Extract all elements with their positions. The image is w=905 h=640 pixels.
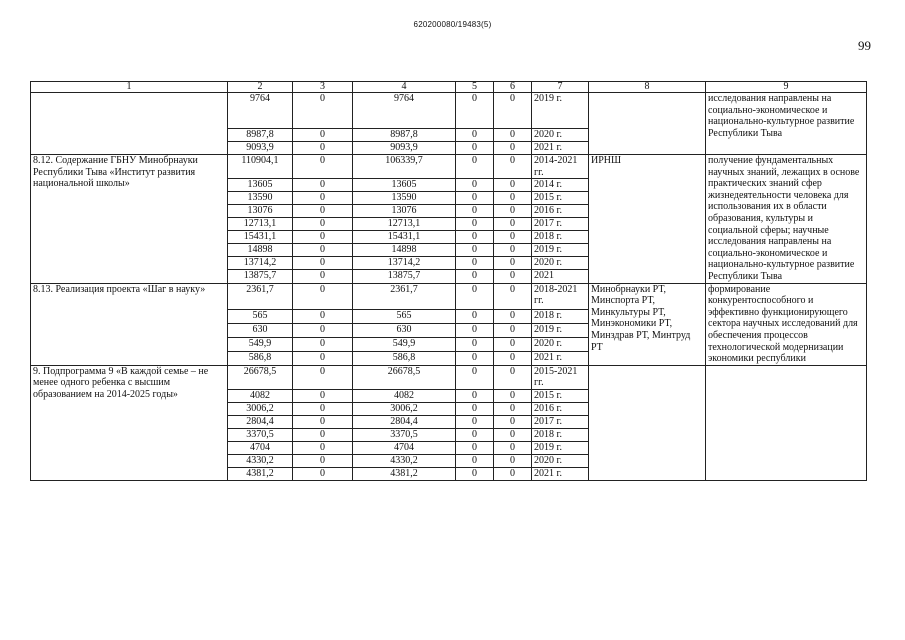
amount-total: 3006,2 <box>228 402 293 415</box>
amount-regional: 13714,2 <box>353 257 456 270</box>
expected-result <box>706 365 867 480</box>
amount-total: 630 <box>228 323 293 337</box>
amount-extra: 0 <box>494 365 532 389</box>
amount-federal: 0 <box>293 389 353 402</box>
table-row <box>31 283 867 309</box>
amount-total: 3370,5 <box>228 428 293 441</box>
amount-local: 0 <box>456 467 494 480</box>
period: 2019 г. <box>532 441 589 454</box>
amount-regional: 13605 <box>353 179 456 192</box>
item-title: 9. Подпрограмма 9 «В каждой семье – не менее одного ребенка с высшим образованием на 2014-2025 годы» <box>31 365 228 480</box>
table-row <box>31 365 867 389</box>
amount-extra: 0 <box>494 454 532 467</box>
amount-regional: 26678,5 <box>353 365 456 389</box>
amount-federal: 0 <box>293 428 353 441</box>
amount-extra: 0 <box>494 218 532 231</box>
amount-regional: 13590 <box>353 192 456 205</box>
column-number: 3 <box>293 82 353 93</box>
table-row <box>31 155 867 179</box>
amount-total: 8987,8 <box>228 129 293 142</box>
amount-regional: 8987,8 <box>353 129 456 142</box>
amount-regional: 4082 <box>353 389 456 402</box>
amount-federal: 0 <box>293 129 353 142</box>
amount-regional: 549,9 <box>353 337 456 351</box>
amount-local: 0 <box>456 365 494 389</box>
expected-result: формирование конкурентоспособного и эффективно функционирующего сектора научных исследований для обеспечения процессов технологической модернизации экономики республики <box>706 283 867 365</box>
amount-federal: 0 <box>293 283 353 309</box>
amount-local: 0 <box>456 179 494 192</box>
period: 2020 г. <box>532 257 589 270</box>
period: 2017 г. <box>532 218 589 231</box>
amount-total: 15431,1 <box>228 231 293 244</box>
amount-regional: 3370,5 <box>353 428 456 441</box>
amount-extra: 0 <box>494 428 532 441</box>
amount-local: 0 <box>456 415 494 428</box>
period: 2021 г. <box>532 467 589 480</box>
amount-local: 0 <box>456 337 494 351</box>
amount-federal: 0 <box>293 309 353 323</box>
amount-local: 0 <box>456 257 494 270</box>
amount-extra: 0 <box>494 93 532 129</box>
amount-local: 0 <box>456 244 494 257</box>
amount-total: 13076 <box>228 205 293 218</box>
amount-local: 0 <box>456 218 494 231</box>
amount-extra: 0 <box>494 441 532 454</box>
amount-regional: 565 <box>353 309 456 323</box>
amount-local: 0 <box>456 205 494 218</box>
amount-federal: 0 <box>293 365 353 389</box>
column-number: 5 <box>456 82 494 93</box>
period: 2021 <box>532 270 589 283</box>
amount-local: 0 <box>456 93 494 129</box>
executor: Минобрнауки РТ, Минспорта РТ, Минкультуры РТ, Минэкономики РТ, Минздрав РТ, Минтруд РТ <box>589 283 706 365</box>
amount-total: 26678,5 <box>228 365 293 389</box>
amount-total: 9093,9 <box>228 142 293 155</box>
column-number-row <box>31 82 867 93</box>
amount-local: 0 <box>456 142 494 155</box>
column-number: 8 <box>589 82 706 93</box>
amount-federal: 0 <box>293 402 353 415</box>
amount-total: 4330,2 <box>228 454 293 467</box>
amount-federal: 0 <box>293 205 353 218</box>
amount-total: 13875,7 <box>228 270 293 283</box>
amount-extra: 0 <box>494 257 532 270</box>
amount-extra: 0 <box>494 402 532 415</box>
amount-total: 13590 <box>228 192 293 205</box>
expected-result: получение фундаментальных научных знаний, лежащих в основе практических знаний сфер жизнедеятельности человека для использования их в области образования, культуры и социальной сферы; научные исследования направлены на социально-экономическое и национально-культурное развитие Республики Тыва <box>706 155 867 284</box>
amount-extra: 0 <box>494 323 532 337</box>
amount-federal: 0 <box>293 441 353 454</box>
amount-regional: 3006,2 <box>353 402 456 415</box>
amount-local: 0 <box>456 454 494 467</box>
amount-total: 14898 <box>228 244 293 257</box>
amount-local: 0 <box>456 389 494 402</box>
amount-federal: 0 <box>293 351 353 365</box>
amount-total: 2804,4 <box>228 415 293 428</box>
amount-local: 0 <box>456 323 494 337</box>
amount-local: 0 <box>456 155 494 179</box>
period: 2015-2021 гг. <box>532 365 589 389</box>
amount-federal: 0 <box>293 231 353 244</box>
amount-federal: 0 <box>293 270 353 283</box>
amount-total: 549,9 <box>228 337 293 351</box>
period: 2020 г. <box>532 129 589 142</box>
period: 2016 г. <box>532 402 589 415</box>
item-title: 8.12. Содержание ГБНУ Минобрнауки Республики Тыва «Институт развития национальной школы» <box>31 155 228 284</box>
period: 2020 г. <box>532 337 589 351</box>
expected-result: исследования направлены на социально-экономическое и национально-культурное развитие Республики Тыва <box>706 93 867 155</box>
amount-local: 0 <box>456 129 494 142</box>
column-number: 2 <box>228 82 293 93</box>
amount-local: 0 <box>456 192 494 205</box>
amount-local: 0 <box>456 441 494 454</box>
amount-local: 0 <box>456 270 494 283</box>
amount-regional: 106339,7 <box>353 155 456 179</box>
amount-total: 12713,1 <box>228 218 293 231</box>
amount-federal: 0 <box>293 244 353 257</box>
amount-local: 0 <box>456 309 494 323</box>
period: 2015 г. <box>532 389 589 402</box>
amount-regional: 2804,4 <box>353 415 456 428</box>
period: 2020 г. <box>532 454 589 467</box>
amount-local: 0 <box>456 428 494 441</box>
amount-local: 0 <box>456 402 494 415</box>
column-number: 1 <box>31 82 228 93</box>
column-number: 9 <box>706 82 867 93</box>
item-title: 8.13. Реализация проекта «Шаг в науку» <box>31 283 228 365</box>
amount-extra: 0 <box>494 192 532 205</box>
amount-regional: 15431,1 <box>353 231 456 244</box>
amount-total: 586,8 <box>228 351 293 365</box>
amount-regional: 4704 <box>353 441 456 454</box>
amount-total: 9764 <box>228 93 293 129</box>
amount-total: 4381,2 <box>228 467 293 480</box>
column-number: 4 <box>353 82 456 93</box>
amount-federal: 0 <box>293 192 353 205</box>
amount-regional: 2361,7 <box>353 283 456 309</box>
amount-federal: 0 <box>293 218 353 231</box>
amount-total: 13714,2 <box>228 257 293 270</box>
period: 2018-2021 гг. <box>532 283 589 309</box>
amount-federal: 0 <box>293 179 353 192</box>
amount-extra: 0 <box>494 231 532 244</box>
amount-extra: 0 <box>494 244 532 257</box>
document-id: 620200080/19483(5) <box>413 20 492 29</box>
period: 2017 г. <box>532 415 589 428</box>
amount-total: 13605 <box>228 179 293 192</box>
amount-regional: 630 <box>353 323 456 337</box>
amount-federal: 0 <box>293 323 353 337</box>
period: 2019 г. <box>532 323 589 337</box>
amount-total: 4082 <box>228 389 293 402</box>
period: 2014 г. <box>532 179 589 192</box>
amount-total: 110904,1 <box>228 155 293 179</box>
amount-regional: 4330,2 <box>353 454 456 467</box>
column-number: 7 <box>532 82 589 93</box>
amount-extra: 0 <box>494 205 532 218</box>
amount-extra: 0 <box>494 389 532 402</box>
amount-regional: 586,8 <box>353 351 456 365</box>
amount-federal: 0 <box>293 257 353 270</box>
amount-extra: 0 <box>494 155 532 179</box>
amount-federal: 0 <box>293 93 353 129</box>
amount-regional: 13875,7 <box>353 270 456 283</box>
amount-local: 0 <box>456 231 494 244</box>
executor: ИРНШ <box>589 155 706 284</box>
amount-extra: 0 <box>494 337 532 351</box>
amount-regional: 4381,2 <box>353 467 456 480</box>
amount-federal: 0 <box>293 454 353 467</box>
item-title-empty <box>31 93 228 155</box>
amount-extra: 0 <box>494 283 532 309</box>
period: 2021 г. <box>532 351 589 365</box>
amount-extra: 0 <box>494 129 532 142</box>
amount-extra: 0 <box>494 351 532 365</box>
amount-total: 2361,7 <box>228 283 293 309</box>
period: 2018 г. <box>532 428 589 441</box>
column-number: 6 <box>494 82 532 93</box>
amount-extra: 0 <box>494 309 532 323</box>
amount-federal: 0 <box>293 142 353 155</box>
executor <box>589 365 706 480</box>
amount-extra: 0 <box>494 467 532 480</box>
period: 2018 г. <box>532 309 589 323</box>
page-number: 99 <box>858 38 871 53</box>
amount-regional: 13076 <box>353 205 456 218</box>
amount-extra: 0 <box>494 270 532 283</box>
amount-federal: 0 <box>293 337 353 351</box>
amount-federal: 0 <box>293 415 353 428</box>
budget-table <box>30 81 867 481</box>
amount-extra: 0 <box>494 142 532 155</box>
amount-total: 565 <box>228 309 293 323</box>
amount-federal: 0 <box>293 467 353 480</box>
amount-total: 4704 <box>228 441 293 454</box>
period: 2019 г. <box>532 244 589 257</box>
period: 2016 г. <box>532 205 589 218</box>
executor-empty <box>589 93 706 155</box>
period: 2018 г. <box>532 231 589 244</box>
amount-regional: 12713,1 <box>353 218 456 231</box>
period: 2019 г. <box>532 93 589 129</box>
period: 2021 г. <box>532 142 589 155</box>
amount-regional: 9764 <box>353 93 456 129</box>
amount-regional: 9093,9 <box>353 142 456 155</box>
period: 2014-2021 гг. <box>532 155 589 179</box>
amount-extra: 0 <box>494 415 532 428</box>
amount-local: 0 <box>456 283 494 309</box>
amount-extra: 0 <box>494 179 532 192</box>
amount-federal: 0 <box>293 155 353 179</box>
amount-regional: 14898 <box>353 244 456 257</box>
period: 2015 г. <box>532 192 589 205</box>
amount-local: 0 <box>456 351 494 365</box>
table-row <box>31 93 867 129</box>
